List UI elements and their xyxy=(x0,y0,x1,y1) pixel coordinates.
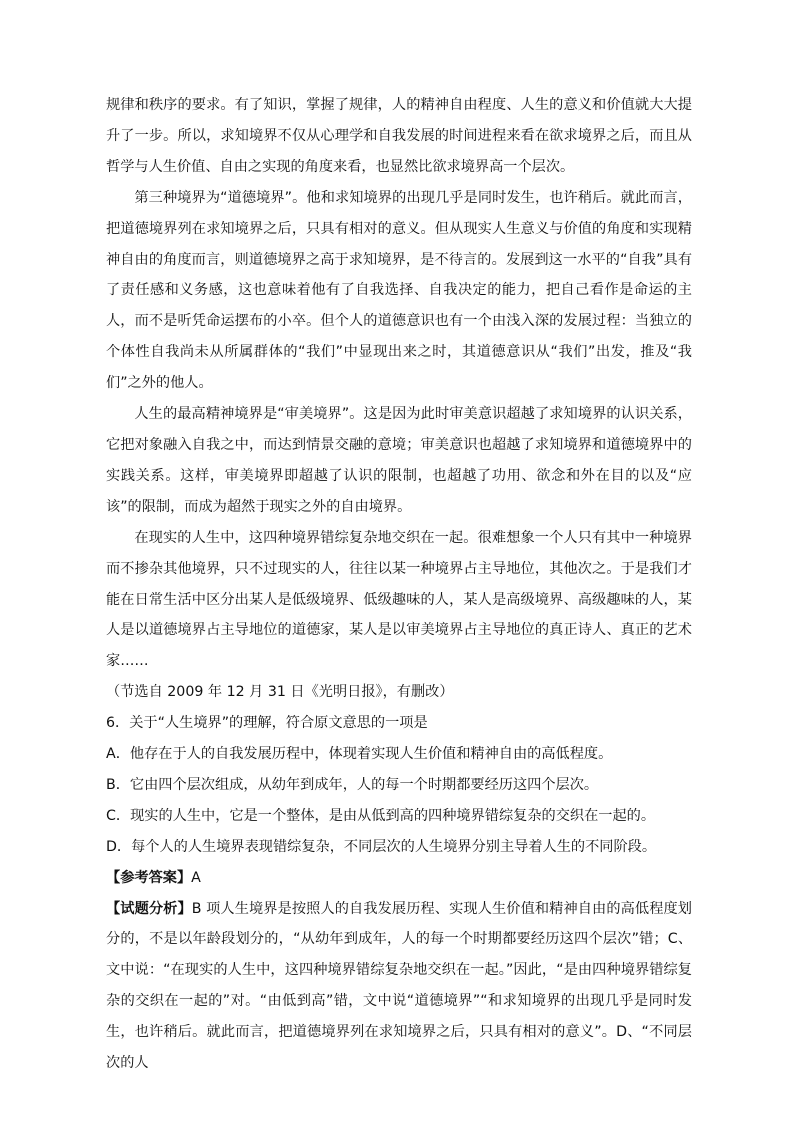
option-b: B．它由四个层次组成，从幼年到成年，人的每一个时期都要经历这四个层次。 xyxy=(106,776,599,793)
analysis-label: 【试题分析】 xyxy=(106,900,192,917)
answer-line xyxy=(106,863,692,894)
option-c: C．现实的人生中，它是一个整体，是由从低到高的四种境界错综复杂的交织在一起的。 xyxy=(106,807,656,824)
answer-label: 【参考答案】 xyxy=(106,869,192,886)
paragraph-4: 在现实的人生中，这四种境界错综复杂地交织在一起。很难想象一个人只有其中一种境界而不掺杂其他境界，只不过现实的人，往往以某一种境界占主导地位，其他次之。于是我们才能在日常生活中区分出某人是低级境界、低级趣味的人，某人是高级境界、高级趣味的人，某人是以道德境界占主导地位的道德家，某人是以审美境界占主导地位的真正诗人、真正的艺术家…… xyxy=(106,529,692,670)
paragraph-1: 规律和秩序的要求。有了知识，掌握了规律，人的精神自由程度、人生的意义和价值就大大提升了一步。所以，求知境界不仅从心理学和自我发展的时间进程来看在欲求境界之后，而且从哲学与人生价值、自由之实现的角度来看，也显然比欲求境界高一个层次。 xyxy=(106,97,692,175)
option-d: D．每个人的人生境界表现错综复杂，不同层次的人生境界分别主导着人生的不同阶段。 xyxy=(106,838,657,855)
document-body xyxy=(106,90,692,1079)
question-stem: 6．关于“人生境界”的理解，符合原文意思的一项是 xyxy=(106,715,428,732)
paragraph-2: 第三种境界为“道德境界”。他和求知境界的出现几乎是同时发生，也许稍后。就此而言，把道德境界列在求知境界之后，只具有相对的意义。但从现实人生意义与价值的角度和实现精神自由的角度而言，则道德境界之高于求知境界，是不待言的。发展到这一水平的“自我”具有了责任感和义务感，这也意味着他有了自我选择、自我决定的能力，把自己看作是命运的主人，而不是听凭命运摆布的小卒。但个人的道德意识也有一个由浅入深的发展过程：当独立的个体性自我尚未从所属群体的“我们”中显现出来之时，其道德意识从“我们”出发，推及“我们”之外的他人。 xyxy=(106,189,693,392)
answer-value: A xyxy=(191,869,201,886)
source-note: （节选自 2009 年 12 月 31 日《光明日报》，有删改） xyxy=(106,684,454,701)
analysis-text: B 项人生境界是按照人的自我发展历程、实现人生价值和精神自由的高低程度划分的，不是以年龄段划分的，“从幼年到成年，人的每一个时期都要经历这四个层次”错；C、文中说：“在现实的人生中，这四种境界错综复杂地交织在一起。”因此，“是由四种境界错综复杂的交织在一起的”对。“由低到高”错，文中说“道德境界”“和求知境界的出现几乎是同时发 生，也许稍后。就此而言，把道德境界列在求知境界之后，只具有相对的意义”。D、“不同层次的人 xyxy=(106,900,693,1072)
analysis xyxy=(106,894,692,1079)
paragraph-3: 人生的最高精神境界是“审美境界”。这是因为此时审美意识超越了求知境界的认识关系，它把对象融入自我之中，而达到情景交融的意境；审美意识也超越了求知境界和道德境界中的实践关系。这样，审美境界即超越了认识的限制，也超越了功用、欲念和外在目的以及“应该”的限制，而成为超然于现实之外的自由境界。 xyxy=(106,406,692,515)
option-a: A．他存在于人的自我发展历程中，体现着实现人生价值和精神自由的高低程度。 xyxy=(106,746,613,763)
